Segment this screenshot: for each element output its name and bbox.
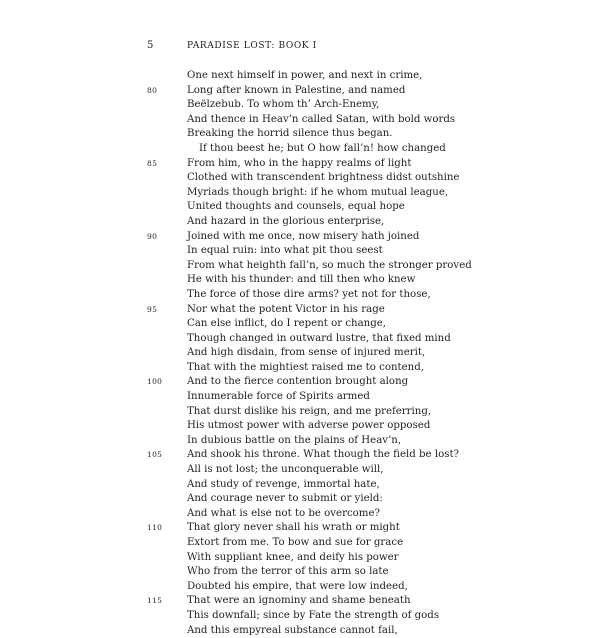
line-number: 110 (147, 523, 163, 533)
verse-line (147, 390, 567, 405)
verse-line (147, 375, 567, 390)
verse-text: From what heighth fall’n, so much the stronger proved (187, 259, 472, 271)
verse-text: And to the fierce contention brought along (187, 376, 409, 388)
verse-text: Clothed with transcendent brightness didst outshine (187, 172, 460, 184)
verse-line (147, 405, 567, 420)
verse-line (147, 303, 567, 318)
verse-text: He with his thunder: and till then who knew (187, 274, 416, 286)
verse-text: Doubted his empire, that were low indeed, (187, 580, 408, 592)
line-number: 80 (147, 85, 158, 95)
verse-text: Who from the terror of this arm so late (187, 566, 389, 578)
verse-text: If thou beest he; but O how fall’n! how changed (199, 142, 446, 154)
verse-line (147, 536, 567, 551)
verse-text: That were an ignominy and shame beneath (187, 595, 411, 607)
verse-line (147, 142, 567, 157)
verse-line (147, 551, 567, 566)
verse-line (147, 69, 567, 84)
verse-line (147, 171, 567, 186)
verse-text: That durst dislike his reign, and me preferring, (187, 405, 432, 417)
verse-line (147, 332, 567, 347)
verse-text: The force of those dire arms? yet not for those, (187, 288, 431, 300)
running-title: PARADISE LOST: BOOK I (187, 41, 317, 51)
verse-line (147, 521, 567, 536)
verse-line (147, 478, 567, 493)
verse-text: Nor what the potent Victor in his rage (187, 303, 385, 315)
verse-line (147, 288, 567, 303)
verse-text: In dubious battle on the plains of Heav’n, (187, 434, 402, 446)
verse-line (147, 346, 567, 361)
verse-text: That with the mightiest raised me to contend, (187, 361, 424, 373)
verse-line (147, 609, 567, 624)
verse-line (147, 580, 567, 595)
line-number: 85 (147, 158, 158, 168)
verse-line (147, 244, 567, 259)
verse-text: And this empyreal substance cannot fail, (187, 624, 398, 636)
verse-text: Joined with me once, now misery hath joined (187, 230, 420, 242)
line-number: 95 (147, 304, 158, 314)
verse-line (147, 594, 567, 609)
line-number: 90 (147, 231, 158, 241)
verse-text: And study of revenge, immortal hate, (187, 478, 380, 490)
verse-text: Beëlzebub. To whom th’ Arch-Enemy, (187, 99, 380, 111)
verse-text: With suppliant knee, and deify his power (187, 551, 399, 563)
verse-line (147, 361, 567, 376)
verse-text: That glory never shall his wrath or might (187, 522, 400, 534)
verse-line (147, 127, 567, 142)
verse-text: Though changed in outward lustre, that fixed mind (187, 332, 451, 344)
verse-text: And shook his throne. What though the field be lost? (187, 449, 459, 461)
verse-line (147, 273, 567, 288)
verse-text: Myriads though bright: if he whom mutual league, (187, 186, 449, 198)
verse-text: All is not lost; the unconquerable will, (187, 464, 384, 476)
verse-text: Innumerable force of Spirits armed (187, 391, 370, 403)
verse-text: Long after known in Palestine, and named (187, 84, 406, 96)
line-number: 105 (147, 450, 163, 460)
verse-line (147, 448, 567, 463)
verse-line (147, 317, 567, 332)
verse-line (147, 215, 567, 230)
verse-line (147, 419, 567, 434)
verse-text: Can else inflict, do I repent or change, (187, 318, 387, 330)
verse-line (147, 492, 567, 507)
verse-text: And high disdain, from sense of injured merit, (187, 347, 426, 359)
verse-line (147, 113, 567, 128)
verse-line (147, 463, 567, 478)
verse-line (147, 230, 567, 245)
verse-line (147, 200, 567, 215)
verse-line (147, 186, 567, 201)
verse-text: And what is else not to be overcome? (187, 507, 380, 519)
verse-line (147, 157, 567, 172)
verse-text: Breaking the horrid silence thus began. (187, 128, 393, 140)
verse-text: From him, who in the happy realms of light (187, 157, 412, 169)
verse-text: In equal ruin: into what pit thou seest (187, 245, 383, 257)
verse-text: And courage never to submit or yield: (187, 493, 383, 505)
verse-text: His utmost power with adverse power opposed (187, 420, 431, 432)
line-number: 100 (147, 377, 163, 387)
verse-text: And hazard in the glorious enterprise, (187, 215, 385, 227)
verse-line (147, 98, 567, 113)
line-number: 115 (147, 596, 163, 606)
verse-line (147, 434, 567, 449)
verse-line (147, 259, 567, 274)
verse-line (147, 507, 567, 522)
verse-text: This downfall; since by Fate the strength of gods (187, 609, 440, 621)
page-number: 5 (147, 40, 154, 51)
verse-text: Extort from me. To bow and sue for grace (187, 537, 404, 548)
verse-text: United thoughts and counsels, equal hope (187, 201, 405, 213)
verse-text: One next himself in power, and next in crime, (187, 70, 423, 81)
poem-text (147, 69, 567, 638)
verse-line (147, 84, 567, 99)
verse-line (147, 624, 567, 638)
verse-text: And thence in Heav’n called Satan, with bold words (187, 113, 456, 125)
verse-line (147, 565, 567, 580)
